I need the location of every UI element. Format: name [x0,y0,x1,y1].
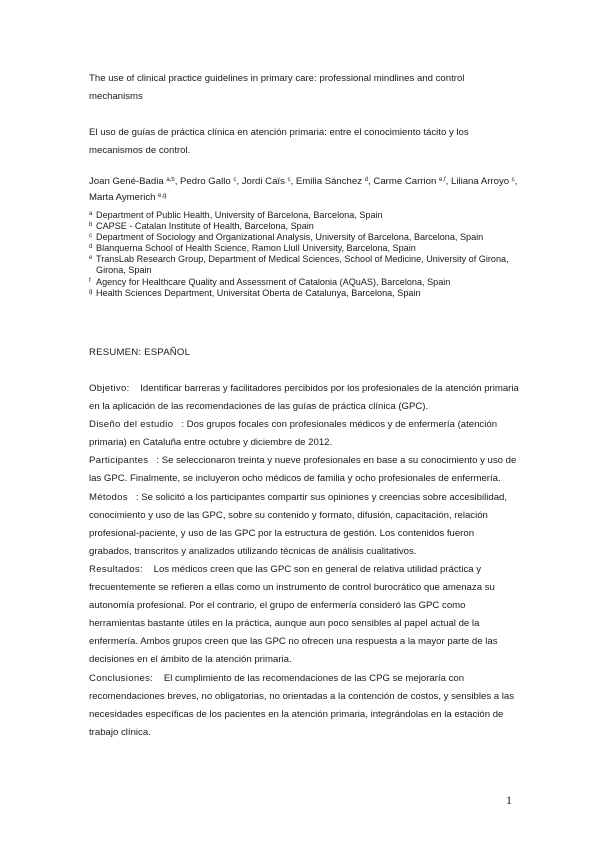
affiliation-mark: f [89,277,91,284]
author-affiliation-mark: c [233,177,237,183]
abstract-section-design: Diseño del estudio : Dos grupos focales con profesionales médicos y de enfermería (atención primaria) en Cataluña entre octubre y diciembre de 2012. [89,419,498,449]
author-affiliation-mark: a,b [166,177,175,183]
section-text: Se solicitó a los participantes compartir sus opiniones y creencias sobre accesibilidad, conocimiento y uso de las GPC, sobre su contenido y formato, difusión, capacitación, relación profesional-paciente, y uso de las GPC por la estructura de gestión. Los contenidos fueron grabados, transcritos y analizados utilizando técnicas de análisis cualitativos. [89,491,508,557]
section-label: Participantes [89,455,149,467]
english-title: The use of clinical practice guidelines in primary care: professional mindlines and control mechanisms [89,73,465,102]
page-number: 1 [506,793,512,807]
affiliation-text: Department of Public Health, University of Barcelona, Barcelona, Spain [96,210,383,220]
affiliation-mark: g [89,288,93,295]
affiliation-mark: b [89,222,93,229]
abstract-section-conclusions [89,670,519,742]
affiliation-item [89,210,519,221]
author-affiliation-mark: e,g [158,193,167,199]
author-affiliation-mark: c [287,177,291,183]
author: Emilia Sánchez $^d$, [295,176,374,187]
affiliation-text: Department of Sociology and Organizational Analysis, University of Barcelona, Barcelona, Spain [96,232,484,243]
affiliation-mark: e [89,255,93,262]
affiliation-text: CAPSE - Catalan Institute of Health, Barcelona, Spain [96,221,314,232]
abstract-section-participants: Participantes : Se seleccionaron treinta y nueve profesionales en base a su conocimiento y uso de las GPC. Finalmente, se incluyeron ocho médicos de familia y ocho profesionales de enfermería. [89,455,517,485]
author-affiliation-mark: e,f [438,177,446,183]
section-label: Conclusiones: [89,672,154,684]
section-text: Dos grupos focales con profesionales médicos y de enfermería (atención primaria) en Cataluña entre octubre y diciembre de 2012. [89,419,498,449]
abstract-heading: RESUMEN: ESPAÑOL [89,347,191,358]
affiliation-text: TransLab Research Group, Department of Medical Sciences, School of Medicine, University of Girona, Girona, Spain [96,254,509,276]
section-text: Los médicos creen que las GPC son en general de relativa utilidad práctica y frecuentemente se refieren a ellas como un instrumento de control burocrático que amenaza su autonomía profesional. Por el contrario, el grupo de enfermería consideró las GPC como herramientas bastante útiles en la práctica, aunque aun poco sensibles al papel actual de la enfermería. Ambos grupos creen que las GPC no ofrecen una respuesta a la mayor parte de las decisiones en el ámbito de la atención primaria. [89,563,498,666]
section-label: Diseño del estudio [89,419,174,431]
abstract-section-objective [89,380,519,416]
affiliation-text: Blanquerna School of Health Science, Ramon Llull University, Barcelona, Spain [96,243,416,254]
section-text: El cumplimiento de las recomendaciones de las CPG se mejoraría con recomendaciones breves, no obligatorias, no orientadas a la contención de costos, y sensibles a las necesidades específicas de los pacientes en la atención primaria, integrándolas en la estación de trabajo clínica. [89,672,515,738]
affiliation-mark: d [89,244,93,251]
author-affiliation-mark: d [364,177,369,183]
author: Liliana Arroyo $^c$, [450,176,518,187]
affiliation-item [89,277,519,288]
abstract-body [89,380,519,742]
affiliation-list [89,210,519,299]
section-text: Se seleccionaron treinta y nueve profesionales en base a su conocimiento y uso de las GPC. Finalmente, se incluyeron ocho médicos de familia y ocho profesionales de enfermería. [89,455,517,485]
section-label: Objetivo: [89,383,130,394]
author: Pedro Gallo $^c$, [180,176,242,187]
affiliation-item [89,254,519,276]
author: Jordi Caïs $^c$, [241,176,296,187]
affiliation-item [89,232,519,243]
spanish-title: El uso de guías de práctica clínica en atención primaria: entre el conocimiento tácito y los mecanismos de control. [89,127,469,156]
author: Marta Aymerich $^{e,g}$ [89,192,167,203]
affiliation-item [89,288,519,299]
author: Carme Carrion $^{e,f}$, [373,176,451,187]
abstract-section-methods: Métodos : Se solicitó a los participantes compartir sus opiniones y creencias sobre accesibilidad, conocimiento y uso de las GPC, sobre su contenido y formato, difusión, capacitación, relación profesional-paciente, y uso de las GPC por la estructura de gestión. Los contenidos fueron grabados, transcritos y analizados utilizando técnicas de análisis cualitativos. [89,491,508,557]
affiliation-item [89,243,519,254]
affiliation-item [89,221,519,232]
author-affiliation-mark: c [511,177,515,183]
section-text: Identificar barreras y facilitadores percibidos por los profesionales de la atención primaria en la aplicación de las recomendaciones de las guías de práctica clínica (GPC). [89,383,519,413]
affiliation-text: Health Sciences Department, Universitat Oberta de Catalunya, Barcelona, Spain [96,287,421,298]
author: Joan Gené-Badia $^{a,b}$, [89,176,181,187]
section-label: Métodos [89,491,128,503]
section-label: Resultados: [89,563,143,575]
author-list [89,174,519,206]
affiliation-mark: a [89,211,93,217]
affiliation-mark: c [89,233,92,240]
abstract-section-results [89,561,519,670]
affiliation-text: Agency for Healthcare Quality and Assessment of Catalonia (AQuAS), Barcelona, Spain [96,276,451,287]
